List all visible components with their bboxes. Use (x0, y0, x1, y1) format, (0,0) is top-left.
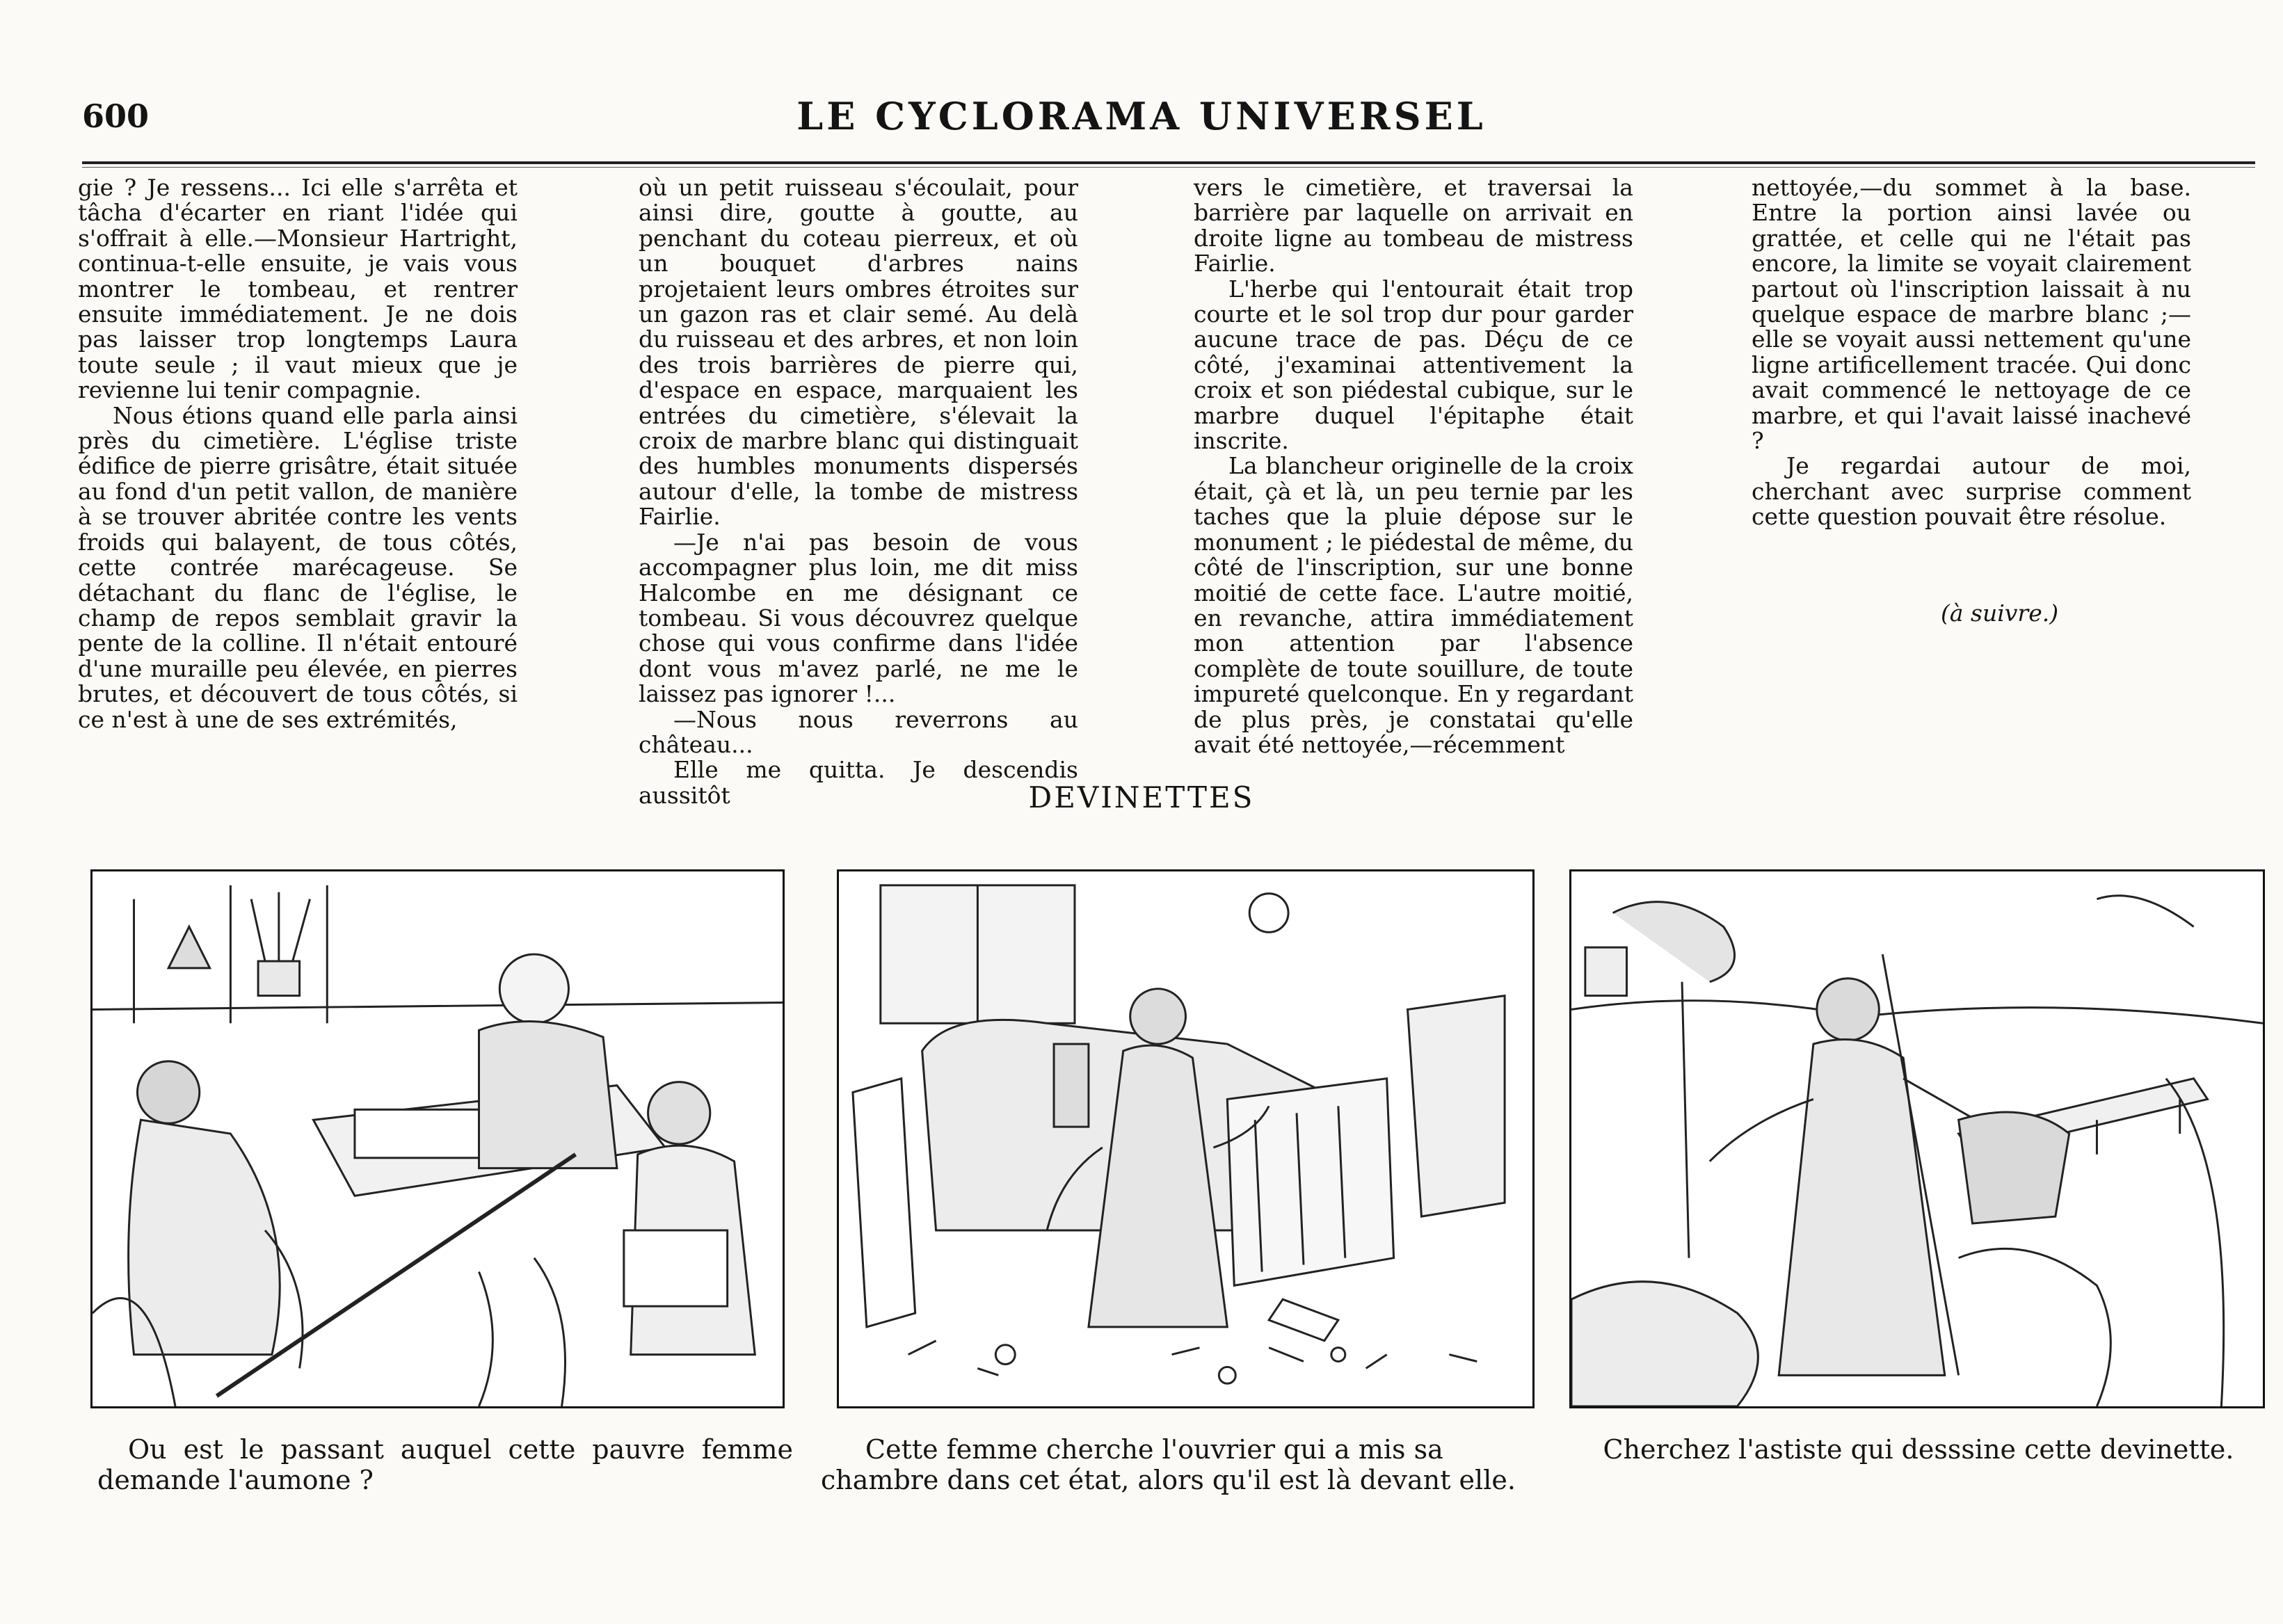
paragraph: —Je n'ai pas besoin de vous accompagner plus loin, me dit miss Halcombe en me désignant ce tombeau. Si vous découvrez quelque chose qui vous confirme dans l'idée dont vous m'avez parlé, ne me le laissez pas ignorer !... (639, 528, 1078, 708)
paragraph: vers le cimetière, et traversai la barrière par laquelle on arrivait en droite ligne au tombeau de mistress Fairlie. (1194, 174, 1633, 278)
paragraph: L'herbe qui l'entourait était trop courte et le sol trop dur pour garder aucune trace de pas. Déçu de ce côté, j'examinai attentivement la croix et son piédestal cubique, sur le marbre duquel l'épitaphe était inscrite. (1194, 275, 1633, 455)
paragraph: Je regardai autour de moi, cherchant avec surprise comment cette question pouvait être résolue. (1752, 452, 2191, 531)
page-number: 600 (82, 97, 150, 135)
continuation-note: (à suivre.) (1941, 600, 2059, 627)
text-column-4 (1752, 175, 2191, 530)
paragraph: Elle me quitta. Je descendis aussitôt (639, 756, 1078, 809)
paragraph: où un petit ruisseau s'écoulait, pour ainsi dire, goutte à goutte, au penchant du coteau pierreux, et où un bouquet d'arbres nains projetaient leurs ombres étroites sur un gazon ras et clair semé. Au delà du ruisseau et des arbres, et non loin des trois barrières de pierre qui, d'espace en espace, marquaient les entrées du cimetière, s'élevait la croix de marbre blanc qui distinguait des humbles monuments dispersés autour d'elle, la tombe de mistress Fairlie. (639, 174, 1078, 531)
engraving-countryside-scene (1571, 871, 2263, 1406)
header-rule (82, 161, 2255, 168)
paragraph: —Nous nous reverrons au château... (639, 705, 1078, 758)
engraving-parlor-scene (93, 871, 783, 1406)
puzzle-caption-2: Cette femme cherche l'ouvrier qui a mis sa chambre dans cet état, alors qu'il est là devant elle. (821, 1434, 1516, 1495)
section-title: DEVINETTES (1028, 780, 1255, 814)
text-column-3 (1194, 175, 1633, 757)
text-column-2 (639, 175, 1078, 808)
text-column-1 (78, 175, 518, 732)
puzzle-caption-1: Ou est le passant auquel cette pauvre femme demande l'aumone ? (97, 1434, 793, 1495)
paragraph: gie ? Je ressens... Ici elle s'arrêta et tâcha d'écarter en riant l'idée qui s'offrait à elle.—Monsieur Hartright, continua-t-elle ensuite, je vais vous montrer le tombeau, et rentrer ensuite immédiatement. Je ne dois pas laisser trop longtemps Laura toute seule ; il vaut mieux que je revienne lui tenir compagnie. (78, 174, 518, 404)
engraving-messy-room-scene (839, 871, 1532, 1406)
puzzle-illustration-2 (837, 869, 1535, 1408)
journal-title: LE CYCLORAMA UNIVERSEL (796, 94, 1487, 138)
paragraph: La blancheur originelle de la croix était, çà et là, un peu ternie par les taches que la pluie dépose sur le monument ; le piédestal de même, du côté de l'inscription, sur une bonne moitié de cette face. L'autre moitié, en revanche, attira immédiatement mon attention par l'absence complète de toute souillure, de toute impureté quelconque. En y regardant de plus près, je constatai qu'elle avait été nettoyée,—récemment (1194, 452, 1633, 758)
puzzle-illustration-3 (1569, 869, 2265, 1408)
paragraph: Nous étions quand elle parla ainsi près du cimetière. L'église triste édifice de pierre grisâtre, était située au fond d'un petit vallon, de manière à se trouver abritée contre les vents froids qui balayent, de tous côtés, cette contrée marécageuse. Se détachant du flanc de l'église, le champ de repos semblait gravir la pente de la colline. Il n'était entouré d'une muraille peu élevée, en pierres brutes, et découvert de tous côtés, si ce n'est à une de ses extrémités, (78, 401, 518, 733)
puzzle-illustration-1 (90, 869, 785, 1408)
paragraph: nettoyée,—du sommet à la base. Entre la portion ainsi lavée ou grattée, et celle qui ne l'était pas encore, la limite se voyait clairement partout où l'inscription laissait à nu quelque espace de marbre blanc ;—elle se voyait aussi nettement qu'une ligne artificellement tracée. Qui donc avait commencé le nettoyage de ce marbre, et qui l'avait laissé inachevé ? (1752, 174, 2191, 455)
puzzle-caption-3: Cherchez l'astiste qui desssine cette devinette. (1603, 1434, 2234, 1465)
